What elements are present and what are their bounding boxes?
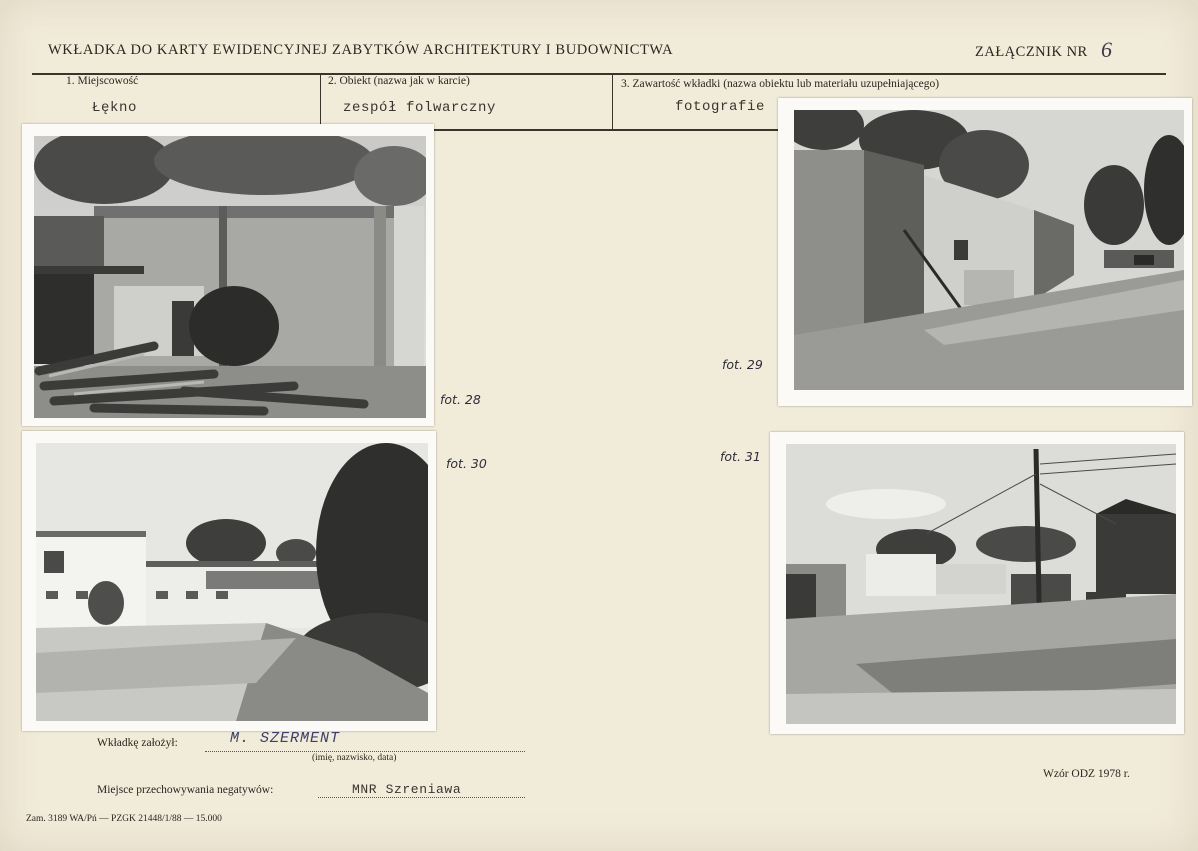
field-divider — [612, 74, 613, 130]
photo-barn-with-logs — [34, 136, 426, 418]
caption-fot-31: fot. 31 — [720, 449, 761, 464]
template-label: Wzór ODZ 1978 r. — [1043, 768, 1130, 780]
attachment-label: ZAŁĄCZNIK NR — [975, 44, 1088, 60]
locality-value: Łękno — [92, 100, 138, 116]
author-hint: (imię, nazwisko, data) — [312, 753, 397, 763]
object-value: zespół folwarczny — [343, 100, 497, 116]
photo-farm-road — [36, 443, 428, 721]
author-dotline — [205, 751, 525, 752]
author-label: Wkładkę założył: — [97, 737, 178, 749]
photo-farm-street — [794, 110, 1184, 390]
photo-card-31 — [770, 432, 1184, 734]
caption-fot-30: fot. 30 — [446, 456, 487, 471]
photo-yard-with-pole — [786, 444, 1176, 724]
content-value: fotografie — [675, 99, 766, 115]
form-title: WKŁADKA DO KARTY EWIDENCYJNEJ ZABYTKÓW ARCHITEKTURY I BUDOWNICTWA — [48, 42, 674, 58]
photo-card-29 — [778, 98, 1192, 406]
negatives-dotline — [318, 797, 525, 798]
content-label: 3. Zawartość wkładki (nazwa obiektu lub materiału uzupełniającego) — [621, 78, 940, 90]
object-label: 2. Obiekt (nazwa jak w karcie) — [328, 75, 470, 87]
negatives-label: Miejsce przechowywania negatywów: — [97, 784, 274, 796]
photo-card-28 — [22, 124, 434, 426]
caption-fot-28: fot. 28 — [440, 392, 481, 407]
photo-card-30 — [22, 431, 436, 731]
caption-fot-29: fot. 29 — [722, 357, 763, 372]
header-rule — [32, 73, 1166, 75]
attachment-number: 6 — [1101, 37, 1112, 62]
field-divider — [320, 74, 321, 130]
locality-label: 1. Miejscowość — [66, 75, 139, 87]
print-info: Zam. 3189 WA/Pń — PZGK 21448/1/88 — 15.000 — [26, 814, 222, 824]
author-value: M. SZERMENT — [230, 730, 341, 747]
negatives-value: MNR Szreniawa — [352, 782, 462, 797]
